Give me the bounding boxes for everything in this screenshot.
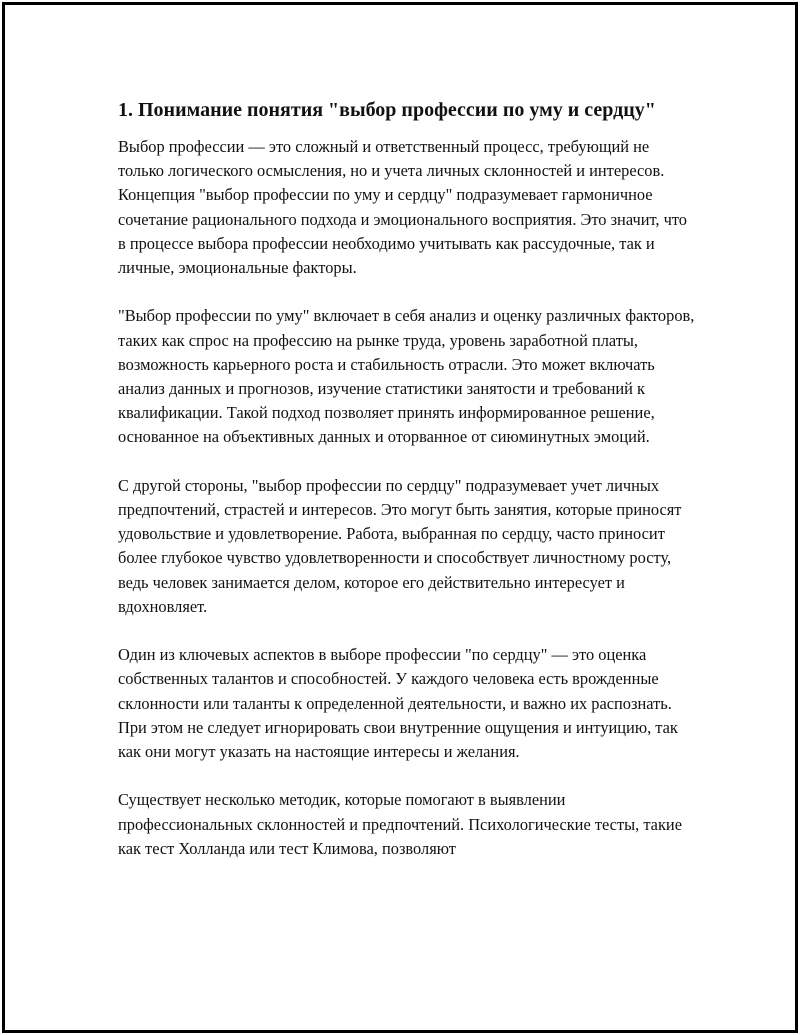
document-body [118,97,698,885]
paragraph-3: С другой стороны, "выбор профессии по сердцу" подразумевает учет личных предпочтений, страстей и интересов. Это могут быть занятия, которые приносят удовольствие и удовлетворение. Работа, выбранная по сердцу, часто приносит более глубокое чувство удовлетворенности и способствует личностному росту, ведь человек занимается делом, которое его действительно интересует и вдохновляет. [118,475,682,616]
paragraph-2: "Выбор профессии по уму" включает в себя анализ и оценку различных факторов, таких как спрос на профессию на рынке труда, уровень заработной платы, возможность карьерного роста и стабильность отрасли. Это может включать анализ данных и прогнозов, изучение статистики занятости и требований к квалификации. Такой подход позволяет принять информированное решение, основанное на объективных данных и оторванное от сиюминутных эмоций. [118,306,695,447]
paragraph-1: Выбор профессии — это сложный и ответственный процесс, требующий не только логического осмысления, но и учета личных склонностей и интересов. Концепция "выбор профессии по уму и сердцу" подразумевает гармоничное сочетание рационального подхода и эмоционального восприятия. Это значит, что в процессе выбора профессии необходимо учитывать как рассудочные, так и личные, эмоциональные факторы. [118,137,687,278]
paragraph-5: Существует несколько методик, которые помогают в выявлении профессиональных склонностей и предпочтений. Психологические тесты, такие как тест Холланда или тест Климова, позволяют [118,790,682,858]
page-frame [2,2,798,1033]
section-heading: 1. Понимание понятия "выбор профессии по уму и сердцу" [118,99,656,121]
paragraph-4: Один из ключевых аспектов в выборе профессии "по сердцу" — это оценка собственных талантов и способностей. У каждого человека есть врожденные склонности или таланты к определенной деятельности, и важно их распознать. При этом не следует игнорировать свои внутренние ощущения и интуицию, так как они могут указать на настоящие интересы и желания. [118,645,678,762]
